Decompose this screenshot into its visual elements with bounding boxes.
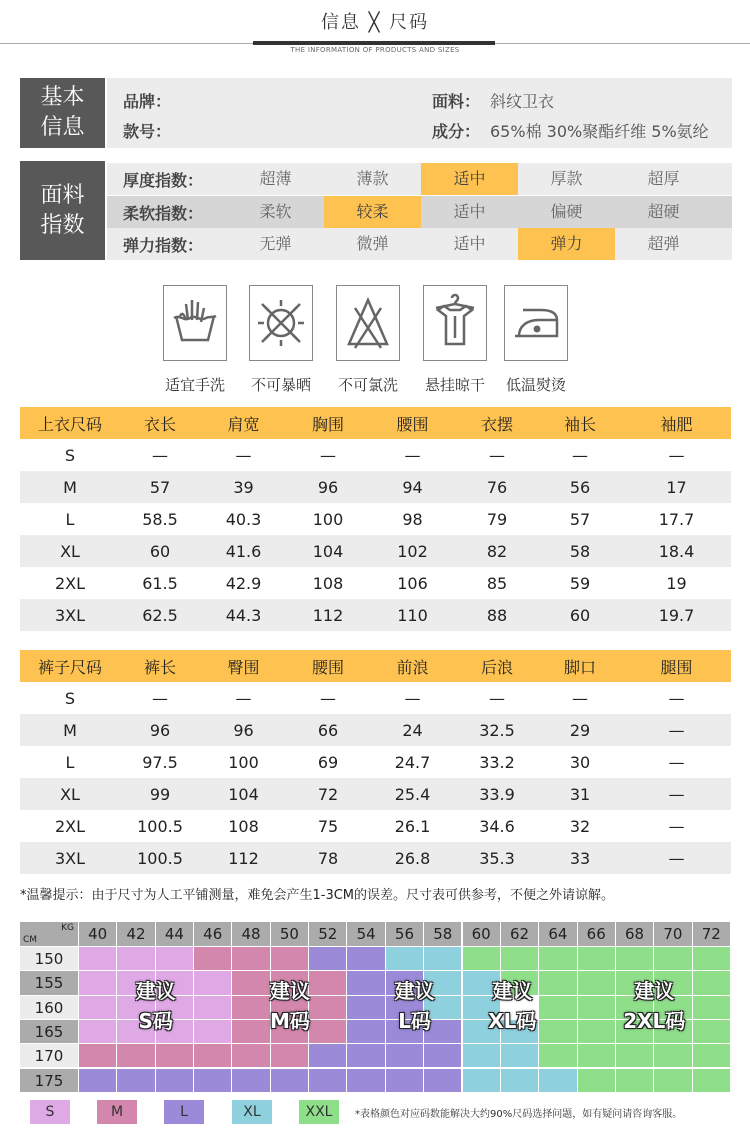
size-cell-m	[194, 947, 232, 971]
size-cell-xl	[539, 1069, 577, 1093]
table-cell: 58	[538, 535, 622, 567]
table-cell: 100	[312, 509, 344, 529]
table-row	[20, 810, 731, 842]
table-cell: 60	[538, 599, 622, 631]
basic-info-label	[20, 78, 105, 148]
table-cell: 18.4	[622, 535, 731, 567]
table-cell: 19	[666, 573, 687, 593]
table-row	[20, 714, 731, 746]
kg-tick-label: 56	[386, 922, 424, 947]
suggestion-line2: 2XL码	[623, 1009, 686, 1034]
table-cell: 29	[538, 714, 622, 746]
table-cell: 58.5	[142, 509, 178, 529]
size-label-cell: L	[65, 509, 75, 529]
table-cell: 32.5	[456, 714, 538, 746]
page-title: 信息 ╳ 尺码	[320, 12, 430, 33]
table-cell: —	[152, 688, 168, 708]
size-cell-xxl	[616, 947, 654, 971]
fabric-index-option: 超厚	[647, 169, 680, 188]
table-cell: 75	[317, 816, 339, 836]
table-cell: 94	[369, 471, 456, 503]
size-cell-m	[232, 1044, 270, 1068]
size-label-cell: S	[64, 445, 76, 465]
fabric-key: 面料：	[432, 92, 481, 111]
table-row	[20, 599, 731, 631]
table-cell: —	[622, 778, 731, 810]
size-cell-l	[347, 1044, 385, 1068]
cm-tick-label: 150	[20, 947, 79, 971]
legend-swatch-xxl: XXL	[299, 1100, 339, 1124]
size-cell-xxl	[693, 1069, 731, 1093]
care-label-low-iron: 低温熨烫	[505, 376, 566, 394]
size-cell-xxl	[578, 1069, 616, 1093]
size-cell-xl	[501, 1069, 539, 1093]
kg-tick-label: 42	[117, 922, 155, 947]
top-size-table	[20, 407, 731, 631]
table-cell: 41.6	[200, 535, 287, 567]
grid-corner	[20, 922, 79, 947]
table-cell: 17.7	[658, 509, 695, 529]
size-cell-xl	[463, 1069, 501, 1093]
table-cell: 60	[120, 535, 200, 567]
table-cell: 26.8	[369, 842, 456, 874]
table-cell: —	[622, 842, 731, 874]
fabric-index-option: 超薄	[259, 169, 292, 188]
size-cell-l	[117, 1069, 155, 1093]
fabric-index-option-selected: 适中	[421, 163, 518, 195]
table-cell: —	[622, 714, 731, 746]
table-cell: 33.2	[479, 752, 515, 772]
size-cell-m	[79, 1044, 117, 1068]
table-cell: 100	[228, 752, 259, 772]
table-cell: 88	[456, 599, 538, 631]
table-cell: —	[235, 688, 252, 708]
table-cell: 85	[486, 573, 508, 593]
size-cell-xxl	[654, 947, 692, 971]
table-cell: 19.7	[622, 599, 731, 631]
size-cell-l	[386, 1069, 424, 1093]
table-cell: 32	[569, 816, 591, 836]
page-subtitle: THE INFORMATION OF PRODUCTS AND SIZES	[290, 46, 460, 54]
table-cell: —	[152, 445, 168, 465]
size-cell-l	[424, 1069, 462, 1093]
size-cell-l	[309, 1044, 347, 1068]
kg-tick-label: 68	[616, 922, 654, 947]
size-cell-m	[156, 1044, 194, 1068]
table-cell: 99	[120, 778, 200, 810]
table-row	[20, 746, 731, 778]
kg-tick-label: 54	[347, 922, 385, 947]
table-cell: 30	[569, 752, 591, 772]
legend-swatch-l: L	[164, 1100, 204, 1124]
size-cell-xxl	[578, 1044, 616, 1068]
size-cell-xl	[501, 1044, 539, 1068]
table-cell: 24.7	[394, 752, 431, 772]
table-header-cell: 腰围	[287, 650, 369, 682]
pants-size-table	[20, 650, 731, 874]
table-cell: 82	[456, 535, 538, 567]
table-cell: 108	[228, 816, 259, 836]
size-cell-xxl	[539, 1044, 577, 1068]
fabric-index-option: 适中	[453, 202, 486, 221]
table-cell: —	[668, 816, 685, 836]
fabric-index-option: 薄款	[356, 169, 389, 188]
table-header-cell: 裤长	[120, 650, 200, 682]
table-cell: 57	[569, 509, 591, 529]
kg-tick-label: 50	[271, 922, 309, 947]
table-cell: 40.3	[225, 509, 262, 529]
table-cell: 112	[200, 842, 287, 874]
table-cell: 106	[397, 573, 428, 593]
fabric-index-option-selected: 较柔	[324, 196, 421, 228]
table-cell: 17	[622, 471, 731, 503]
size-cell-m	[194, 1044, 232, 1068]
size-cell-l	[386, 1044, 424, 1068]
kg-tick-label: 52	[309, 922, 347, 947]
basic-info-label-line2: 信息	[40, 115, 85, 140]
table-cell: —	[572, 688, 588, 708]
suggestion-line1: 建议	[269, 979, 310, 1004]
size-cell-m	[271, 1044, 309, 1068]
table-cell: 35.3	[456, 842, 538, 874]
cm-tick-label: 170	[20, 1044, 79, 1068]
table-cell: 31	[538, 778, 622, 810]
suggestion-line1: 建议	[634, 979, 675, 1004]
composition-key: 成分：	[432, 122, 481, 141]
table-row	[20, 567, 731, 599]
size-label-cell: 3XL	[20, 599, 120, 631]
size-label-cell: 3XL	[20, 842, 120, 874]
kg-tick-label: 66	[578, 922, 616, 947]
care-label-no-sun: 不可暴晒	[250, 376, 311, 394]
table-cell: 98	[402, 509, 423, 529]
table-cell: 96	[287, 471, 369, 503]
no-bleach-icon	[336, 285, 400, 361]
table-cell: 79	[486, 509, 508, 529]
size-label-cell: L	[65, 752, 75, 772]
table-row	[20, 778, 731, 810]
kg-tick-label: 40	[79, 922, 117, 947]
size-cell-m	[232, 947, 270, 971]
size-cell-xl	[424, 947, 462, 971]
table-row	[20, 682, 731, 714]
table-cell: 56	[538, 471, 622, 503]
table-cell: 34.6	[479, 816, 515, 836]
table-row	[20, 842, 731, 874]
table-cell: 104	[287, 535, 369, 567]
table-cell: 96	[200, 714, 287, 746]
size-cell-xxl	[539, 947, 577, 971]
size-cell-xxl	[693, 1044, 731, 1068]
table-cell: 72	[287, 778, 369, 810]
table-cell: 39	[200, 471, 287, 503]
size-label-cell: 2XL	[54, 573, 86, 593]
table-cell: —	[320, 445, 336, 465]
table-header-cell: 后浪	[456, 650, 538, 682]
fabric-index-option: 柔软	[259, 202, 292, 221]
composition-value: 65%棉 30%聚酯纤维 5%氨纶	[490, 122, 709, 141]
size-label-cell: XL	[20, 535, 120, 567]
fabric-index-option-selected: 弹力	[518, 228, 615, 260]
size-cell-l	[309, 1069, 347, 1093]
size-cell-m	[271, 947, 309, 971]
size-cell-l	[194, 1069, 232, 1093]
size-cell-xxl	[501, 947, 539, 971]
care-label-hand-wash: 适宜手洗	[164, 376, 225, 394]
size-cell-l	[156, 1069, 194, 1093]
kg-tick-label: 62	[501, 922, 539, 947]
table-cell: 59	[569, 573, 591, 593]
low-iron-icon	[504, 285, 568, 361]
table-header-cell: 臀围	[200, 650, 287, 682]
table-cell: 104	[200, 778, 287, 810]
hand-wash-icon	[163, 285, 227, 361]
suggestion-line2: S码	[138, 1009, 173, 1034]
care-label-no-bleach: 不可氯洗	[337, 376, 398, 394]
table-cell: 57	[120, 471, 200, 503]
table-cell: 69	[317, 752, 339, 772]
table-header-cell: 前浪	[369, 650, 456, 682]
table-cell: —	[668, 752, 685, 772]
table-cell: —	[572, 445, 588, 465]
legend-swatch-s: S	[30, 1100, 70, 1124]
size-suggestion	[245, 976, 335, 1036]
size-cell-s	[79, 947, 117, 971]
table-cell: 62.5	[120, 599, 200, 631]
size-cell-xl	[386, 947, 424, 971]
table-cell: 108	[312, 573, 344, 593]
kg-axis-label: KG	[61, 923, 74, 933]
fabric-index-label-line2: 指数	[40, 212, 85, 238]
suggestion-line1: 建议	[394, 979, 435, 1004]
size-cell-l	[309, 947, 347, 971]
fabric-index-option: 超硬	[647, 202, 680, 221]
table-cell: 102	[369, 535, 456, 567]
style-key: 款号：	[123, 122, 172, 141]
size-cell-l	[424, 1044, 462, 1068]
table-cell: 26.1	[394, 816, 431, 836]
size-label-cell: M	[20, 714, 120, 746]
table-header-cell: 衣摆	[456, 407, 538, 439]
size-cell-xxl	[578, 947, 616, 971]
size-label-cell: S	[64, 688, 76, 708]
size-cell-l	[347, 947, 385, 971]
kg-tick-label: 44	[156, 922, 194, 947]
size-suggestion	[467, 976, 557, 1036]
cm-tick-label: 175	[20, 1069, 79, 1093]
size-label-cell: XL	[20, 778, 120, 810]
fabric-index-option: 适中	[453, 234, 486, 253]
kg-tick-label: 72	[693, 922, 731, 947]
cm-axis-label: CM	[23, 935, 38, 945]
fabric-index-row	[107, 228, 732, 260]
kg-tick-label: 58	[424, 922, 462, 947]
size-cell-xxl	[616, 1044, 654, 1068]
size-label-cell: M	[20, 471, 120, 503]
table-cell: 33.9	[456, 778, 538, 810]
table-header-cell: 衣长	[120, 407, 200, 439]
brand-key: 品牌：	[123, 92, 172, 111]
table-cell: 66	[287, 714, 369, 746]
size-cell-s	[117, 947, 155, 971]
size-cell-l	[271, 1069, 309, 1093]
size-suggestion	[370, 976, 460, 1036]
kg-tick-label: 48	[232, 922, 270, 947]
table-header-cell: 胸围	[287, 407, 369, 439]
table-cell: 25.4	[369, 778, 456, 810]
cm-tick-label: 155	[20, 971, 79, 995]
table-header-cell: 上衣尺码	[20, 407, 120, 439]
size-label-cell: 2XL	[54, 816, 86, 836]
table-cell: —	[668, 445, 685, 465]
table-cell: —	[404, 688, 421, 708]
table-cell: 97.5	[142, 752, 178, 772]
cm-tick-label: 165	[20, 1020, 79, 1044]
kg-tick-label: 64	[539, 922, 577, 947]
table-cell: 42.9	[225, 573, 262, 593]
fabric-index-key: 厚度指数：	[123, 170, 204, 190]
table-header-cell: 肩宽	[200, 407, 287, 439]
size-recommendation-grid	[20, 922, 731, 1093]
table-cell: 96	[120, 714, 200, 746]
table-cell: 24	[369, 714, 456, 746]
fabric-index-key: 柔软指数：	[123, 203, 204, 223]
fabric-index-label-line1: 面料	[40, 182, 85, 208]
kg-tick-label: 70	[654, 922, 692, 947]
size-cell-xxl	[654, 1069, 692, 1093]
table-cell: —	[404, 445, 421, 465]
table-header-cell: 袖肥	[622, 407, 731, 439]
legend-swatch-m: M	[97, 1100, 137, 1124]
table-cell: —	[668, 688, 685, 708]
no-sun-icon	[249, 285, 313, 361]
fabric-index-option: 偏硬	[550, 202, 583, 221]
suggestion-line1: 建议	[492, 979, 533, 1004]
fabric-index-option: 厚款	[550, 169, 583, 188]
care-label-hang-dry: 悬挂晾干	[424, 376, 485, 394]
size-cell-m	[117, 1044, 155, 1068]
size-suggestion	[609, 976, 699, 1036]
size-cell-xxl	[616, 1069, 654, 1093]
table-header-row	[20, 650, 731, 682]
size-cell-l	[232, 1069, 270, 1093]
suggestion-line2: XL码	[488, 1009, 537, 1034]
table-cell: —	[489, 445, 505, 465]
table-header-cell: 腿围	[622, 650, 731, 682]
size-cell-l	[79, 1069, 117, 1093]
table-cell: 44.3	[200, 599, 287, 631]
kg-tick-label: 60	[463, 922, 501, 947]
fabric-index-option: 无弹	[259, 234, 292, 253]
fabric-index-row	[107, 196, 732, 228]
table-cell: —	[235, 445, 252, 465]
table-cell: 112	[287, 599, 369, 631]
table-cell: —	[489, 688, 505, 708]
table-header-cell: 袖长	[538, 407, 622, 439]
size-cell-s	[156, 947, 194, 971]
suggestion-line1: 建议	[135, 979, 176, 1004]
size-suggestion	[111, 976, 201, 1036]
table-cell: 61.5	[142, 573, 178, 593]
table-cell: 110	[369, 599, 456, 631]
table-cell: 78	[287, 842, 369, 874]
table-header-cell: 裤子尺码	[20, 650, 120, 682]
legend-swatch-xl: XL	[232, 1100, 272, 1124]
fabric-index-row	[107, 163, 732, 195]
table-row	[20, 535, 731, 567]
suggestion-line2: L码	[398, 1009, 431, 1034]
fabric-index-option: 微弹	[356, 234, 389, 253]
table-row	[20, 471, 731, 503]
measurement-tip: *温馨提示：由于尺寸为人工平铺测量，难免会产生1-3CM的误差。尺寸表可供参考，不便之外请谅解。	[20, 888, 615, 903]
table-header-cell: 腰围	[369, 407, 456, 439]
size-cell-xxl	[654, 1044, 692, 1068]
table-row	[20, 439, 731, 471]
header-accent-bar	[253, 41, 495, 45]
basic-info-label-line1: 基本	[40, 85, 85, 110]
table-cell: 33	[538, 842, 622, 874]
kg-tick-label: 46	[194, 922, 232, 947]
table-row	[20, 503, 731, 535]
size-cell-xxl	[693, 947, 731, 971]
color-note: *表格颜色对应码数能解决大约90%尺码选择问题，如有疑问请咨询客服。	[355, 1109, 683, 1120]
fabric-index-label	[20, 161, 105, 260]
fabric-index-key: 弹力指数：	[123, 235, 204, 255]
table-cell: —	[320, 688, 336, 708]
table-header-row	[20, 407, 731, 439]
table-cell: 76	[456, 471, 538, 503]
cm-tick-label: 160	[20, 996, 79, 1020]
table-cell: 100.5	[137, 816, 183, 836]
table-header-cell: 脚口	[538, 650, 622, 682]
size-cell-l	[347, 1069, 385, 1093]
fabric-value: 斜纹卫衣	[490, 92, 555, 111]
table-cell: 100.5	[120, 842, 200, 874]
size-cell-xxl	[463, 947, 501, 971]
suggestion-line2: M码	[269, 1009, 310, 1034]
size-cell-xl	[463, 1044, 501, 1068]
fabric-index-option: 超弹	[647, 234, 680, 253]
hang-dry-icon	[423, 285, 487, 361]
